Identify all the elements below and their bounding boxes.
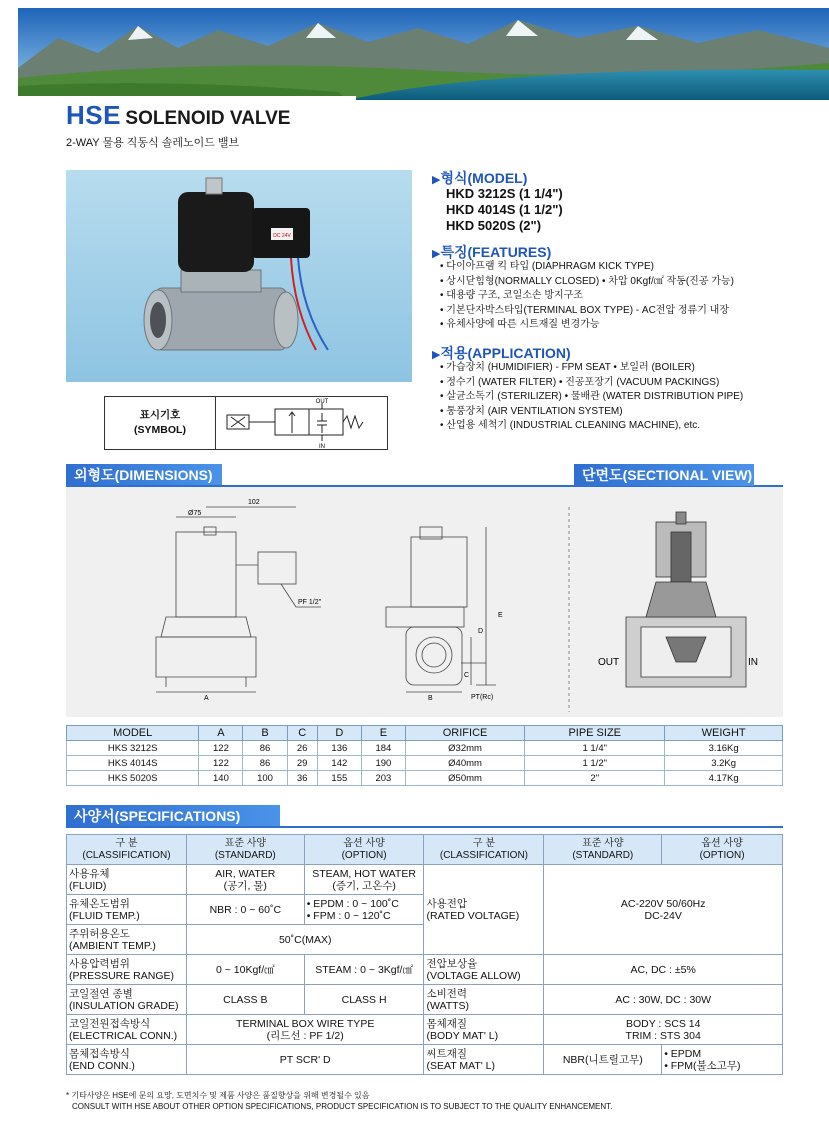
feature-item: • 대용량 구조, 코일소손 방지구조	[440, 290, 583, 301]
col-header: PIPE SIZE	[525, 726, 665, 741]
section-out-label: OUT	[598, 657, 620, 668]
application-item: • 정수기 (WATER FILTER) • 진공포장기 (VACUUM PACKINGS)	[440, 376, 720, 388]
spec-value: PT SCR' D	[186, 1045, 424, 1075]
table-row	[67, 756, 783, 771]
feature-item: • 다이아프램 킥 타입 (DIAPHRAGM KICK TYPE)	[440, 261, 654, 272]
col-header: B	[243, 726, 287, 741]
table-cell: 184	[361, 741, 405, 756]
model-item: HKD 5020S (2")	[446, 218, 542, 233]
spec-std: NBR(니트릴고무)	[544, 1045, 662, 1075]
table-cell: 2"	[525, 771, 665, 786]
spec-opt: CLASS H	[304, 985, 424, 1015]
table-cell: 4.17Kg	[665, 771, 783, 786]
spec-value: AC, DC : ±5%	[544, 955, 783, 985]
model-list	[446, 186, 563, 234]
spec-key: 사용전압 (RATED VOLTAGE)	[424, 865, 544, 955]
dim-e-label: E	[498, 612, 503, 619]
features-heading: ▶특징(FEATURES)	[432, 244, 552, 260]
table-cell: HKS 3212S	[67, 741, 199, 756]
table-row	[67, 955, 783, 985]
spec-key: 씨트재질 (SEAT MAT' L)	[424, 1045, 544, 1075]
dim-d-label: D	[478, 628, 484, 635]
table-cell: HKS 4014S	[67, 756, 199, 771]
section-divider	[66, 826, 783, 828]
spec-key: 사용유체 (FLUID)	[67, 865, 187, 895]
col-header: E	[361, 726, 405, 741]
table-cell: 3.16Kg	[665, 741, 783, 756]
header-cell: 옵션 사양 (OPTION)	[662, 835, 783, 865]
symbol-label-ko: 표시기호	[139, 409, 181, 421]
spec-key: 몸체재질 (BODY MAT' L)	[424, 1015, 544, 1045]
spec-opt: STEAM : 0 ~ 3Kgf/㎠	[304, 955, 424, 985]
table-cell: 1 1/4"	[525, 741, 665, 756]
spec-key: 사용압력범위 (PRESSURE RANGE)	[67, 955, 187, 985]
application-item: • 살균소독기 (STERILIZER) • 물배관 (WATER DISTRIBUTION PIPE)	[440, 391, 744, 402]
table-cell: Ø50mm	[405, 771, 524, 786]
header-cell: 표준 사양 (STANDARD)	[186, 835, 304, 865]
section-in-label: IN	[748, 657, 758, 668]
features-list	[440, 260, 734, 333]
header-banner-image	[18, 8, 829, 100]
triangle-bullet-icon: ▶	[432, 248, 441, 260]
subtitle: 2-WAY 물용 직동식 솔레노이드 밸브	[66, 137, 240, 149]
table-cell: 36	[287, 771, 317, 786]
symbol-label	[105, 397, 216, 449]
header-cell: 표준 사양 (STANDARD)	[544, 835, 662, 865]
spec-std: 0 ~ 10Kgf/㎠	[186, 955, 304, 985]
model-heading: ▶형식(MODEL)	[432, 170, 528, 186]
col-header: ORIFICE	[405, 726, 524, 741]
table-cell: 155	[317, 771, 361, 786]
spec-value: AC : 30W, DC : 30W	[544, 985, 783, 1015]
application-item: • 통풍장치 (AIR VENTILATION SYSTEM)	[440, 405, 623, 417]
title-box	[18, 96, 356, 136]
dimensions-table	[66, 725, 783, 786]
valve-symbol-icon	[217, 397, 385, 449]
table-cell: Ø40mm	[405, 756, 524, 771]
table-cell: 86	[243, 741, 287, 756]
table-cell: 29	[287, 756, 317, 771]
table-row	[67, 1045, 783, 1075]
dim-a-label: A	[204, 695, 209, 702]
title-brand: HSE	[66, 100, 121, 130]
table-cell: 136	[317, 741, 361, 756]
symbol-box	[104, 396, 388, 450]
table-cell: Ø32mm	[405, 741, 524, 756]
sectional-view-tab: 단면도(SECTIONAL VIEW)	[574, 464, 754, 486]
model-item: HKD 3212S (1 1/4")	[446, 186, 563, 201]
header-cell: 옵션 사양 (OPTION)	[304, 835, 424, 865]
spec-key: 전압보상율 (VOLTAGE ALLOW)	[424, 955, 544, 985]
table-cell: 190	[361, 756, 405, 771]
symbol-in-label: IN	[319, 444, 325, 449]
dimension-drawings	[66, 487, 783, 717]
spec-std: AIR, WATER (공기, 물)	[186, 865, 304, 895]
symbol-label-en: (SYMBOL)	[134, 424, 186, 436]
specifications-table	[66, 834, 783, 1075]
table-cell: 3.2Kg	[665, 756, 783, 771]
product-photo	[66, 170, 412, 382]
table-cell: 26	[287, 741, 317, 756]
table-row	[67, 985, 783, 1015]
spec-key: 유체온도범위 (FLUID TEMP.)	[67, 895, 187, 925]
footnote-ko: * 기타사양은 HSE에 문의 요망, 도면치수 및 제품 사양은 품질향상을 위해 변경될수 있음	[66, 1091, 370, 1100]
application-item: • 산업용 세척기 (INDUSTRIAL CLEANING MACHINE), etc.	[440, 420, 701, 431]
application-list	[440, 361, 743, 434]
specifications-tab: 사양서(SPECIFICATIONS)	[66, 805, 280, 827]
application-heading: ▶적용(APPLICATION)	[432, 345, 571, 361]
feature-item: • 기본단자박스타입(TERMINAL BOX TYPE) - AC전압 정류기 내장	[440, 304, 729, 316]
table-row	[67, 741, 783, 756]
model-item: HKD 4014S (1 1/2")	[446, 202, 563, 217]
spec-opt: STEAM, HOT WATER (증기, 고온수)	[304, 865, 424, 895]
dim-c-label: C	[464, 672, 470, 679]
table-cell: HKS 5020S	[67, 771, 199, 786]
table-cell: 142	[317, 756, 361, 771]
spec-key: 몸체접속방식 (END CONN.)	[67, 1045, 187, 1075]
table-cell: 86	[243, 756, 287, 771]
spec-value: AC-220V 50/60Hz DC-24V	[544, 865, 783, 955]
col-header: C	[287, 726, 317, 741]
footnote-en: CONSULT WITH HSE ABOUT OTHER OPTION SPECIFICATIONS, PRODUCT SPECIFICATION IS TO SUBJECT TO THE QUALITY ENHANCEMENT.	[72, 1102, 613, 1111]
spec-value: BODY : SCS 14 TRIM : STS 304	[544, 1015, 783, 1045]
spec-opt: • EPDM • FPM(불소고무)	[662, 1045, 783, 1075]
table-row	[67, 771, 783, 786]
spec-std: CLASS B	[186, 985, 304, 1015]
col-header: A	[199, 726, 243, 741]
triangle-bullet-icon: ▶	[432, 349, 441, 361]
spec-std: NBR : 0 ~ 60˚C	[186, 895, 304, 925]
col-header: MODEL	[67, 726, 199, 741]
table-header-row	[67, 835, 783, 865]
symbol-out-label: OUT	[315, 399, 329, 405]
table-row	[67, 1015, 783, 1045]
col-header: D	[317, 726, 361, 741]
spec-key: 소비전력 (WATTS)	[424, 985, 544, 1015]
dimensions-tab: 외형도(DIMENSIONS)	[66, 464, 222, 486]
table-cell: 1 1/2"	[525, 756, 665, 771]
dim-b-label: B	[428, 695, 433, 702]
spec-value: 50˚C(MAX)	[186, 925, 424, 955]
spec-key: 주위허용온도 (AMBIENT TEMP.)	[67, 925, 187, 955]
dim-102-label: 102	[248, 499, 260, 506]
feature-item: • 상시닫힘형(NORMALLY CLOSED) • 차압 0Kgf/㎠ 작동(진공 가능)	[440, 275, 734, 287]
spec-opt: • EPDM : 0 ~ 100˚C • FPM : 0 ~ 120˚C	[304, 895, 424, 925]
table-cell: 122	[199, 741, 243, 756]
spec-key: 코일절연 종별 (INSULATION GRADE)	[67, 985, 187, 1015]
application-item: • 가습장치 (HUMIDIFIER) - FPM SEAT • 보일러 (BOILER)	[440, 362, 695, 373]
table-cell: 100	[243, 771, 287, 786]
page-title: SOLENOID VALVE	[125, 108, 291, 129]
col-header: WEIGHT	[665, 726, 783, 741]
table-cell: 122	[199, 756, 243, 771]
spec-key: 코일전원접속방식 (ELECTRICAL CONN.)	[67, 1015, 187, 1045]
dim-phi75-label: Ø75	[188, 510, 202, 517]
header-cell: 구 분 (CLASSIFICATION)	[67, 835, 187, 865]
dim-pf-label: PF 1/2"	[298, 599, 322, 606]
table-cell: 203	[361, 771, 405, 786]
table-row	[67, 865, 783, 895]
coil-voltage-tag: DC 24V	[273, 233, 291, 239]
header-cell: 구 분 (CLASSIFICATION)	[424, 835, 544, 865]
triangle-bullet-icon: ▶	[432, 174, 441, 186]
spec-value: TERMINAL BOX WIRE TYPE (리드선 : PF 1/2)	[186, 1015, 424, 1045]
dim-pt-label: PT(Rc)	[471, 694, 494, 701]
table-header-row	[67, 726, 783, 741]
table-cell: 140	[199, 771, 243, 786]
feature-item: • 유체사양에 따른 시트재질 변경가능	[440, 319, 600, 330]
